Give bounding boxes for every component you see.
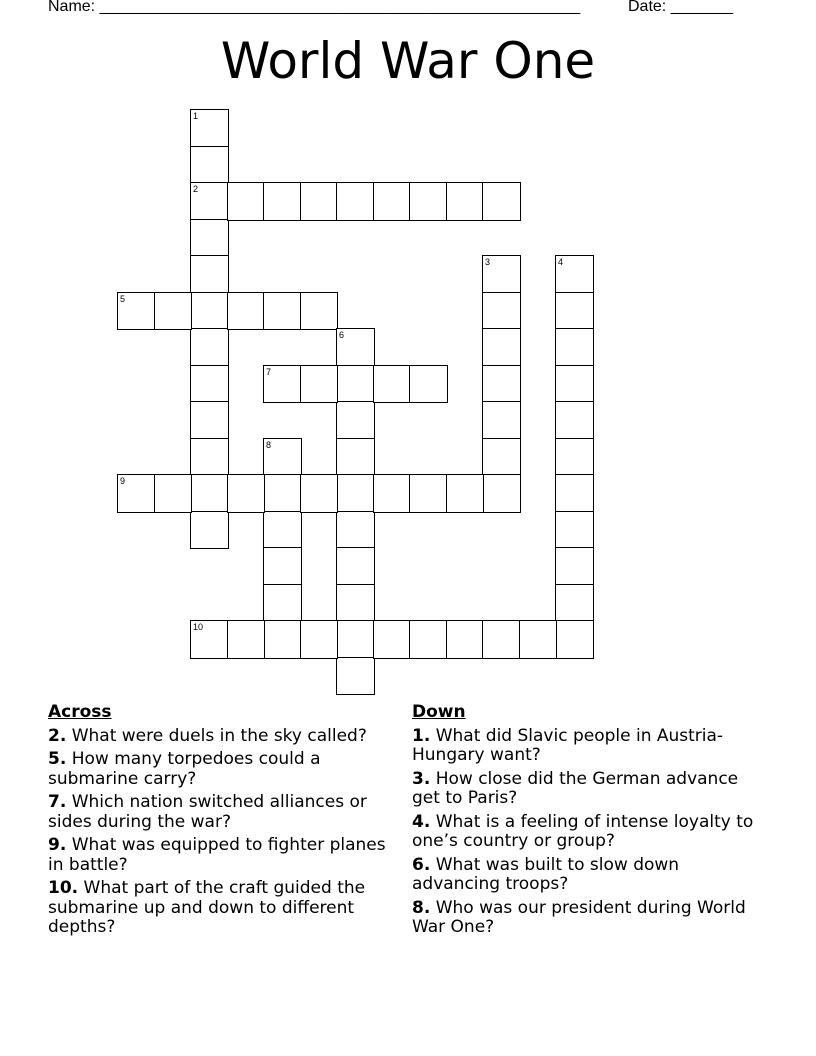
crossword-cell[interactable]: [555, 511, 594, 550]
crossword-cell[interactable]: [190, 219, 229, 258]
crossword-cell[interactable]: [482, 292, 521, 331]
clue-text: What did Slavic people in Austria-Hungary want?: [412, 725, 724, 765]
across-clues: [48, 703, 393, 942]
crossword-cell[interactable]: [154, 292, 193, 331]
crossword-cell[interactable]: [300, 182, 339, 221]
clue-number: 3.: [412, 768, 431, 789]
crossword-cell[interactable]: [263, 292, 302, 331]
crossword-cell[interactable]: [190, 182, 229, 221]
crossword-cell[interactable]: [336, 547, 375, 586]
cell-number: 5: [120, 293, 126, 304]
clue-text: What is a feeling of intense loyalty to one’s country or group?: [412, 811, 754, 851]
crossword-cell[interactable]: [190, 109, 229, 148]
clue-text: What were duels in the sky called?: [71, 725, 367, 746]
crossword-cell[interactable]: [482, 365, 521, 404]
clue-number: 8.: [412, 897, 431, 918]
crossword-cell[interactable]: [336, 365, 375, 404]
crossword-cell[interactable]: [555, 438, 594, 477]
cell-number: 6: [339, 330, 345, 340]
crossword-cell[interactable]: [190, 620, 229, 659]
date-field: Date: _______: [628, 0, 733, 15]
name-field: Name: ______________________________________________________: [48, 0, 581, 15]
crossword-cell[interactable]: [373, 620, 412, 659]
crossword-cell[interactable]: [555, 255, 594, 294]
crossword-cell[interactable]: [154, 474, 193, 513]
clue-down-6: [412, 856, 757, 895]
crossword-cell[interactable]: [263, 365, 302, 404]
down-clues: [412, 703, 757, 942]
crossword-cell[interactable]: [336, 182, 375, 221]
crossword-cell[interactable]: [482, 474, 521, 513]
clue-number: 4.: [412, 811, 431, 832]
crossword-cell[interactable]: [263, 438, 302, 477]
crossword-cell[interactable]: [482, 401, 521, 440]
crossword-cell[interactable]: [190, 255, 229, 294]
crossword-cell[interactable]: [300, 292, 339, 331]
crossword-cell[interactable]: [336, 511, 375, 550]
crossword-cell[interactable]: [555, 292, 594, 331]
crossword-cell[interactable]: [482, 255, 521, 294]
clue-number: 2.: [48, 725, 67, 746]
crossword-cell[interactable]: [482, 620, 521, 659]
clue-down-3: [412, 770, 757, 809]
crossword-cell[interactable]: [482, 438, 521, 477]
down-heading: Down: [412, 702, 466, 722]
clue-text: How many torpedoes could a submarine carry?: [48, 749, 321, 789]
crossword-cell[interactable]: [409, 365, 448, 404]
crossword-cell[interactable]: [555, 584, 594, 623]
crossword-cell[interactable]: [555, 620, 594, 659]
crossword-cell[interactable]: [373, 474, 412, 513]
clue-text: What was built to slow down advancing troops?: [412, 854, 680, 894]
crossword-cell[interactable]: [300, 474, 339, 513]
clue-text: Which nation switched alliances or sides during the war?: [48, 792, 367, 832]
crossword-cell[interactable]: [227, 292, 266, 331]
crossword-cell[interactable]: [263, 620, 302, 659]
cell-number: 10: [193, 622, 204, 632]
crossword-cell[interactable]: [519, 620, 558, 659]
crossword-cell[interactable]: [409, 474, 448, 513]
crossword-cell[interactable]: [373, 365, 412, 404]
crossword-cell[interactable]: [409, 182, 448, 221]
clue-across-7: [48, 793, 393, 832]
clue-text: What was equipped to fighter planes in battle?: [48, 835, 386, 875]
cell-number: 1: [193, 111, 199, 121]
crossword-cell[interactable]: [227, 474, 266, 513]
crossword-cell[interactable]: [336, 438, 375, 477]
clue-text: Who was our president during World War One?: [412, 897, 746, 937]
clue-number: 1.: [412, 725, 431, 746]
crossword-cell[interactable]: [555, 328, 594, 367]
crossword-cell[interactable]: [482, 328, 521, 367]
crossword-cell[interactable]: [336, 328, 375, 367]
crossword-cell[interactable]: [336, 401, 375, 440]
clue-down-4: [412, 813, 757, 852]
clue-across-10: [48, 879, 393, 938]
crossword-cell[interactable]: [446, 620, 485, 659]
clue-down-8: [412, 899, 757, 938]
crossword-cell[interactable]: [300, 365, 339, 404]
crossword-cell[interactable]: [300, 620, 339, 659]
clue-across-5: [48, 750, 393, 789]
cell-number: 8: [266, 439, 272, 450]
crossword-cell[interactable]: [227, 620, 266, 659]
crossword-cell[interactable]: [409, 620, 448, 659]
crossword-cell[interactable]: [446, 182, 485, 221]
crossword-cell[interactable]: [190, 438, 229, 477]
clue-across-9: [48, 836, 393, 875]
crossword-cell[interactable]: [190, 401, 229, 440]
clue-number: 7.: [48, 792, 67, 812]
clue-text: What part of the craft guided the submarine up and down to different depths?: [48, 878, 366, 937]
crossword-cell[interactable]: [263, 474, 302, 513]
crossword-cell[interactable]: [373, 182, 412, 221]
crossword-cell[interactable]: [555, 474, 594, 513]
cell-number: 4: [558, 257, 564, 267]
clue-number: 10.: [48, 878, 79, 898]
clue-text: How close did the German advance get to Paris?: [412, 768, 739, 808]
cell-number: 9: [120, 476, 126, 486]
crossword-cell[interactable]: [227, 182, 266, 221]
clue-number: 6.: [412, 854, 431, 875]
crossword-cell[interactable]: [555, 547, 594, 586]
page-title: World War One: [220, 32, 596, 90]
crossword-cell[interactable]: [336, 620, 375, 659]
clue-down-1: [412, 727, 757, 766]
cell-number: 7: [266, 366, 272, 377]
crossword-cell[interactable]: [336, 657, 375, 696]
crossword-cell[interactable]: [482, 182, 521, 221]
crossword-cell[interactable]: [190, 474, 229, 513]
crossword-cell[interactable]: [190, 328, 229, 367]
crossword-cell[interactable]: [446, 474, 485, 513]
crossword-cell[interactable]: [263, 547, 302, 586]
cell-number: 2: [193, 184, 199, 194]
crossword-cell[interactable]: [117, 292, 156, 331]
crossword-cell[interactable]: [263, 584, 302, 623]
crossword-cell[interactable]: [190, 365, 229, 404]
crossword-cell[interactable]: [336, 584, 375, 623]
crossword-cell[interactable]: [336, 474, 375, 513]
crossword-cell[interactable]: [555, 401, 594, 440]
crossword-cell[interactable]: [117, 474, 156, 513]
crossword-cell[interactable]: [190, 511, 229, 550]
clue-number: 9.: [48, 835, 67, 855]
crossword-cell[interactable]: [190, 292, 229, 331]
crossword-cell[interactable]: [263, 511, 302, 550]
clue-number: 5.: [48, 749, 67, 769]
crossword-cell[interactable]: [263, 182, 302, 221]
crossword-cell[interactable]: [555, 365, 594, 404]
across-heading: Across: [48, 702, 112, 722]
cell-number: 3: [485, 257, 491, 267]
clue-across-2: [48, 727, 393, 747]
crossword-cell[interactable]: [190, 146, 229, 185]
